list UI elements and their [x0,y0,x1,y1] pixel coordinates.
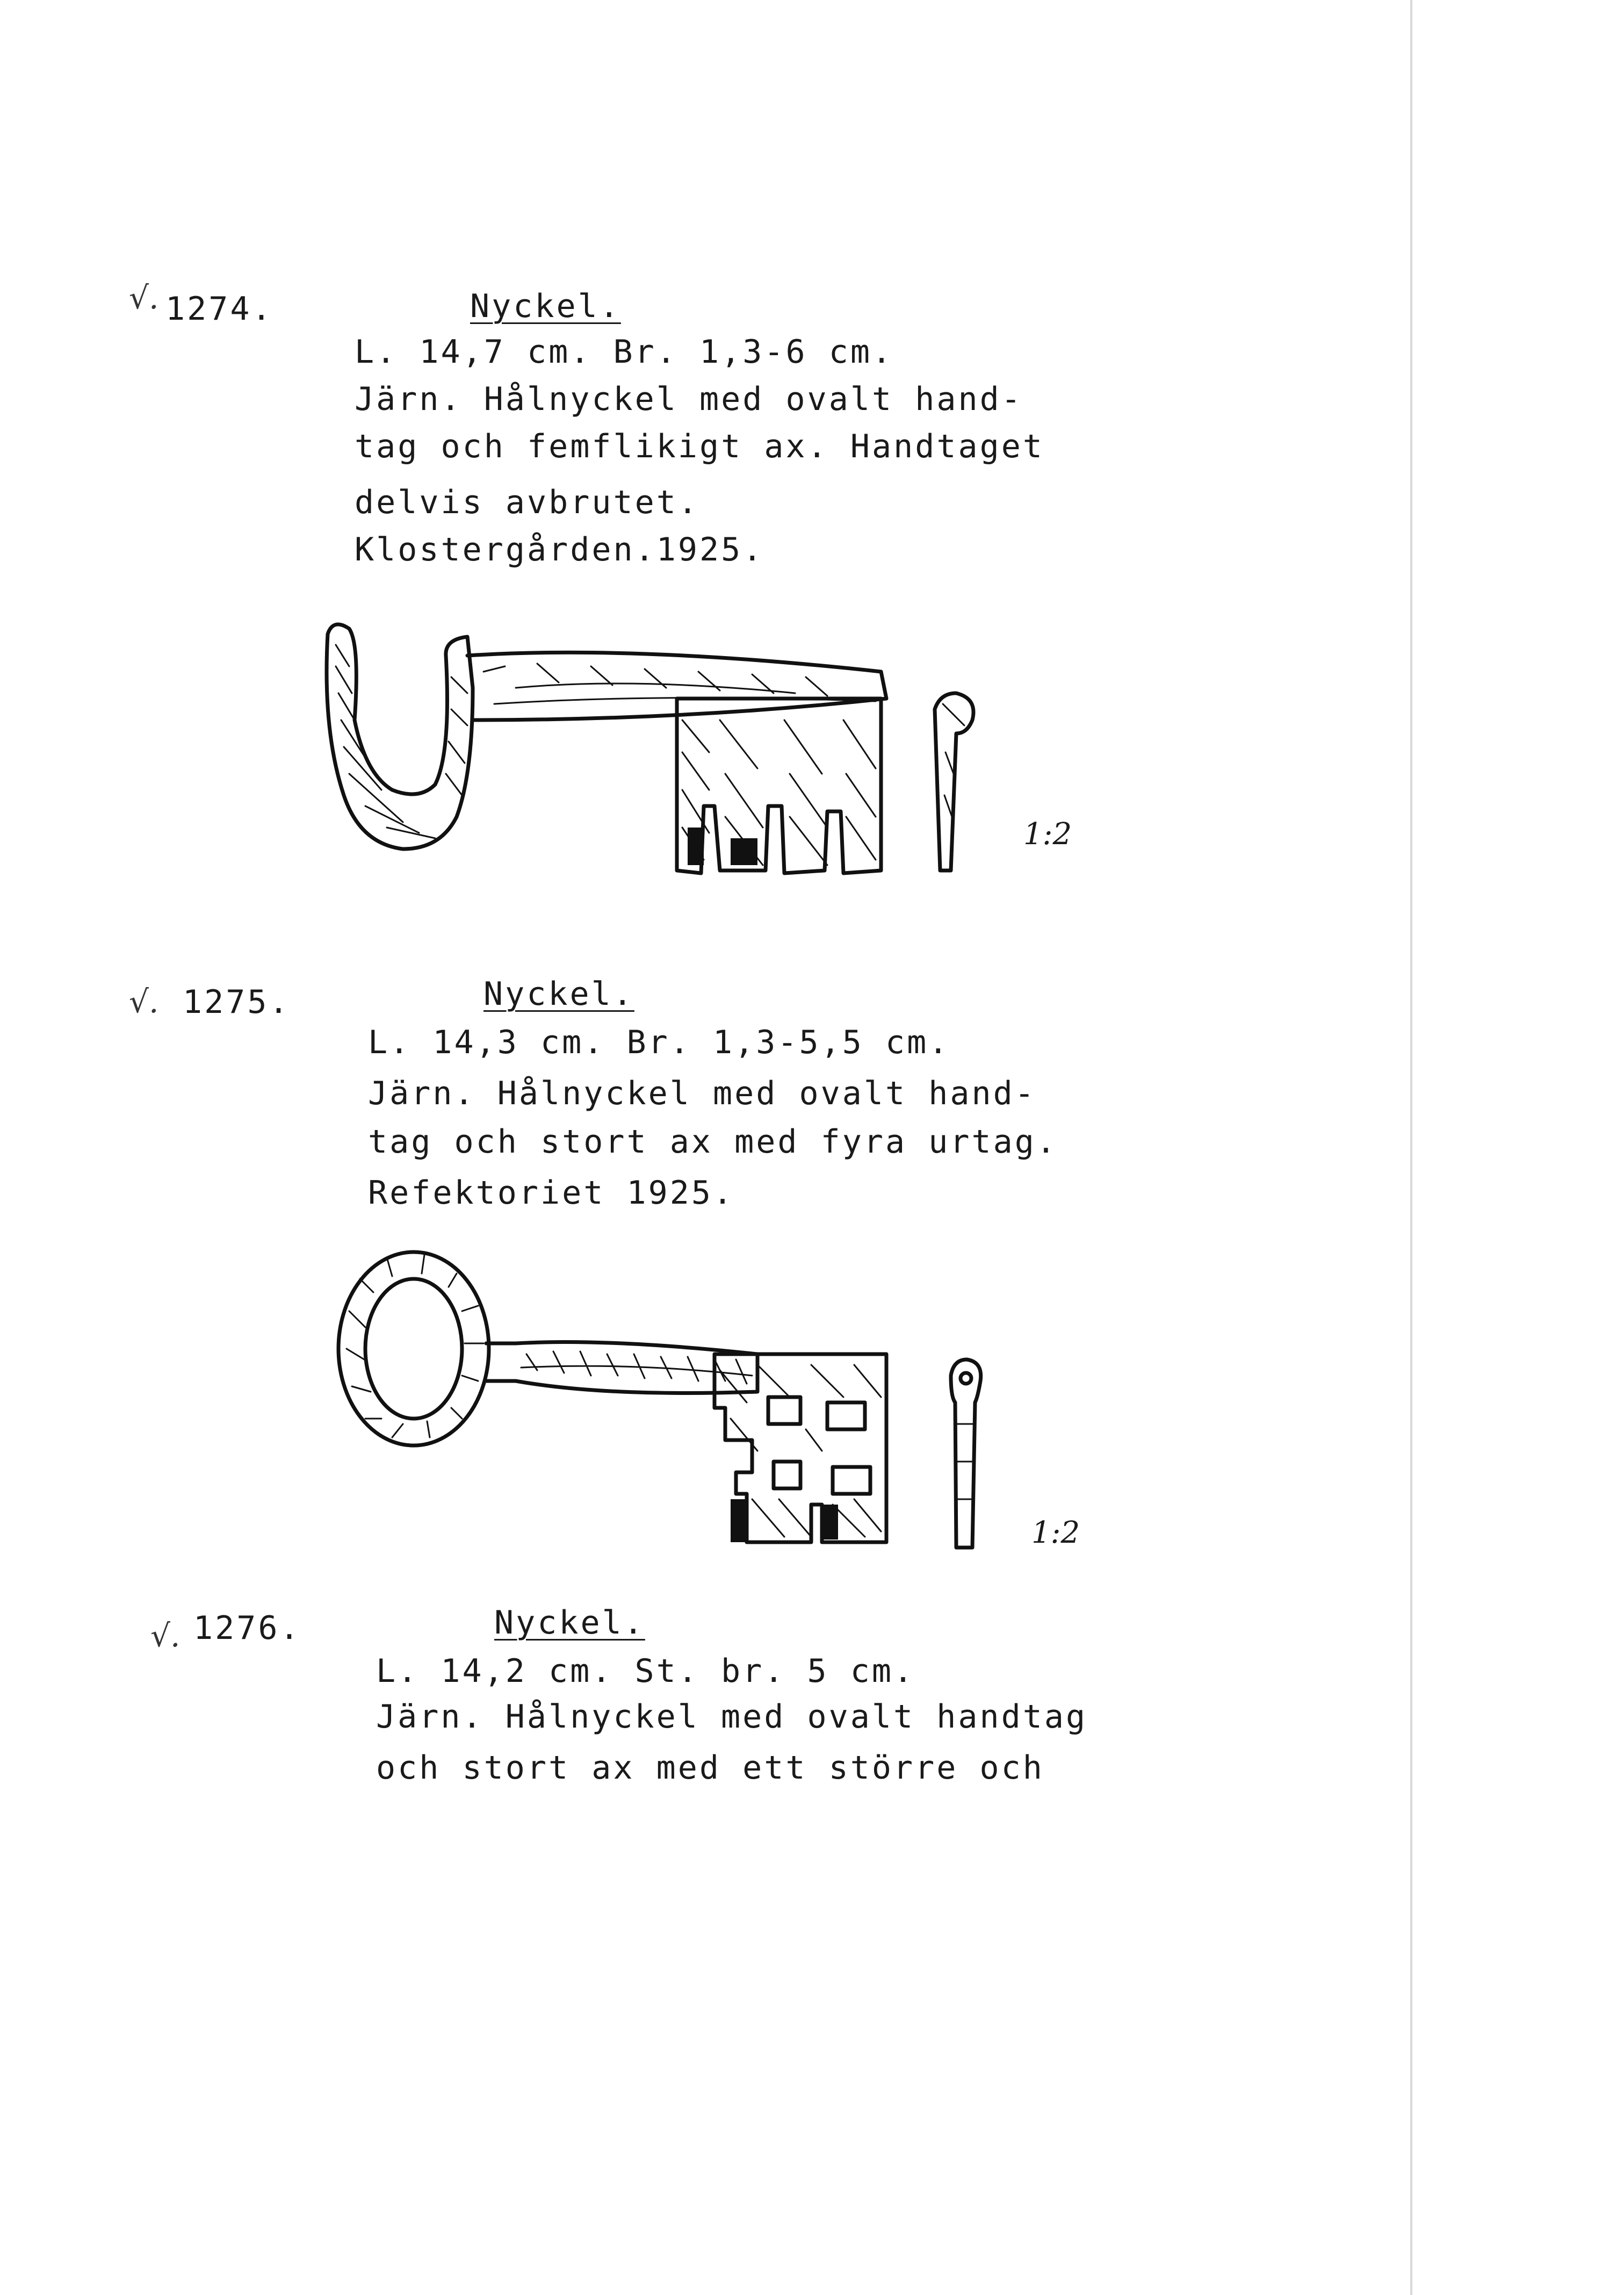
entry-number: 1274. [165,290,273,328]
entry-title: Nyckel. [470,287,621,325]
entry-number: 1276. [193,1609,301,1647]
entry-line: tag och femflikigt ax. Handtaget [355,428,1044,465]
entry-line: Järn. Hålnyckel med ovalt hand- [355,380,1023,418]
check-mark: √. [150,1617,181,1654]
scale-label: 1:2 [1031,1515,1080,1550]
page-edge-shadow [1410,0,1412,2295]
entry-number: 1275. [183,983,291,1021]
entry-line: delvis avbrutet. [355,484,699,521]
key-drawing-1275 [338,1247,1064,1558]
entry-line: L. 14,2 cm. St. br. 5 cm. [376,1652,915,1690]
check-mark: √. [129,983,159,1020]
check-mark: √. [129,279,159,316]
entry-line: och stort ax med ett större och [376,1749,1044,1787]
scale-label: 1:2 [1023,817,1072,852]
entry-line: Refektoriet 1925. [368,1174,735,1212]
entry-title: Nyckel. [483,975,634,1013]
entry-line: L. 14,3 cm. Br. 1,3-5,5 cm. [368,1024,950,1061]
entry-line: Järn. Hålnyckel med ovalt handtag [376,1698,1088,1736]
entry-title: Nyckel. [494,1604,645,1642]
entry-line: L. 14,7 cm. Br. 1,3-6 cm. [355,333,894,371]
key-drawing-1274 [312,613,1064,892]
entry-line: Klostergården.1925. [355,531,764,569]
entry-line: tag och stort ax med fyra urtag. [368,1123,1058,1161]
entry-line: Järn. Hålnyckel med ovalt hand- [368,1075,1036,1112]
